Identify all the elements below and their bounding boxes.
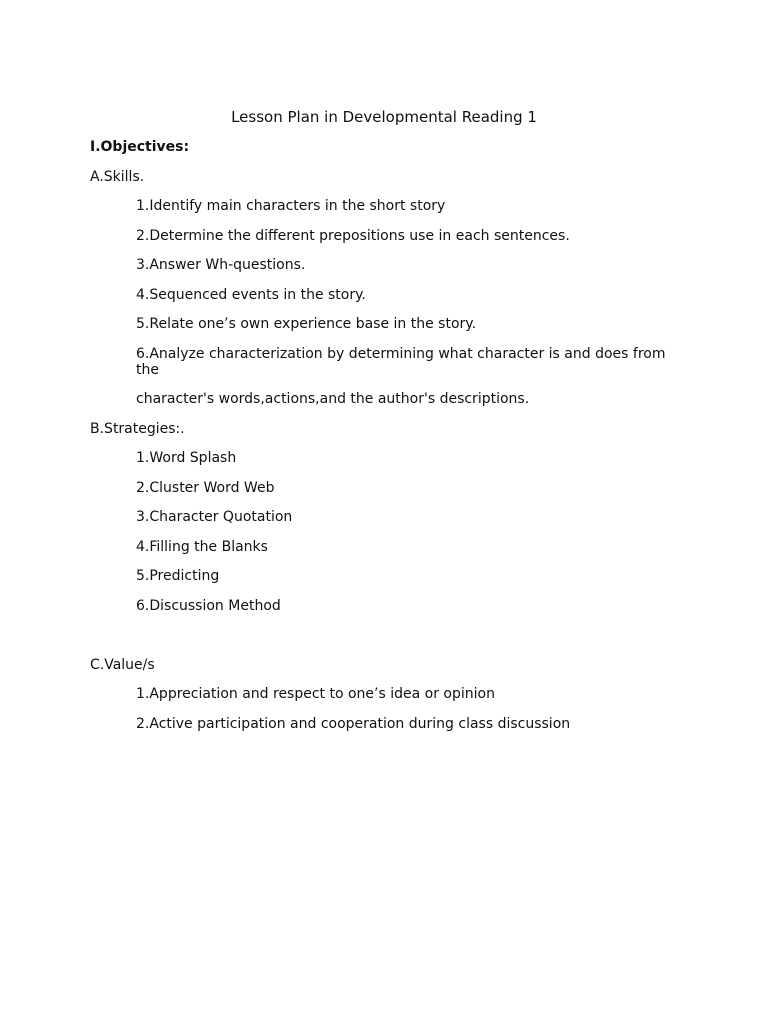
skills-item-1: 1.Identify main characters in the short story [136,198,446,214]
skills-heading: A.Skills. [90,169,145,185]
strategies-item-1: 1.Word Splash [136,450,237,466]
values-item-1: 1.Appreciation and respect to one’s idea or opinion [136,686,495,702]
strategies-item-2: 2.Cluster Word Web [136,480,275,496]
skills-item-2: 2.Determine the different prepositions use in each sentences. [136,228,570,244]
skills-item-3: 3.Answer Wh-questions. [136,257,306,273]
skills-item-5: 5.Relate one’s own experience base in the story. [136,316,477,332]
document-title: Lesson Plan in Developmental Reading 1 [231,108,537,126]
strategies-item-6: 6.Discussion Method [136,598,281,614]
strategies-item-5: 5.Predicting [136,568,220,584]
skills-item-4: 4.Sequenced events in the story. [136,287,366,303]
values-item-2: 2.Active participation and cooperation during class discussion [136,716,571,732]
skills-item-6-continuation: character's words,actions,and the author's descriptions. [136,391,530,407]
strategies-item-3: 3.Character Quotation [136,509,293,525]
objectives-heading: I.Objectives: [90,139,190,155]
skills-item-6-wrap: the [136,362,159,378]
values-heading: C.Value/s [90,657,155,673]
skills-item-6: 6.Analyze characterization by determining what character is and does from [136,346,666,362]
strategies-heading: B.Strategies:. [90,421,185,437]
strategies-item-4: 4.Filling the Blanks [136,539,268,555]
